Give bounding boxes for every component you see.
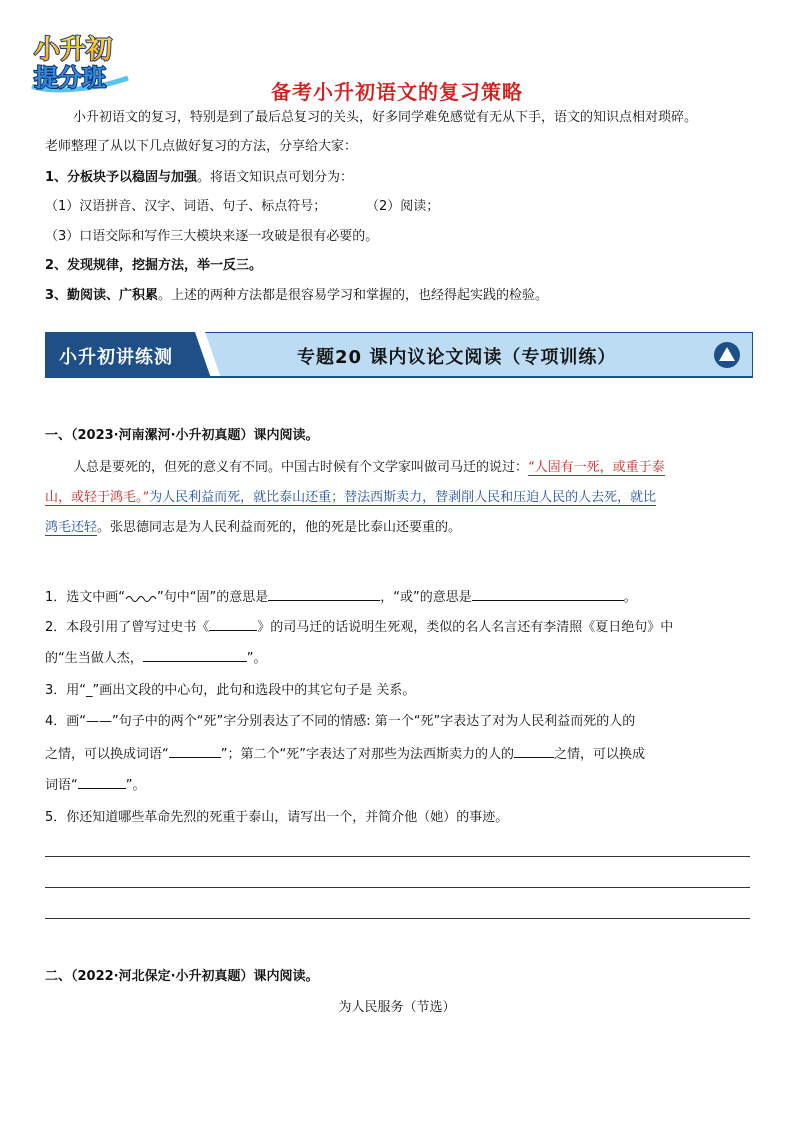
passage-line3	[45, 520, 461, 536]
page-title: 备考小升初语文的复习策略	[271, 80, 523, 104]
q1-text-a: 1．选文中画“	[45, 590, 126, 605]
intro-item3-bold: 3、勤阅读、广积累	[45, 288, 159, 303]
q2-text-a: 2．本段引用了曾写过史书《	[45, 620, 210, 635]
passage-l1-plain: 人总是要死的，但死的意义有不同。中国古时候有个文学家叫做司马迁的说过：	[73, 460, 529, 475]
intro-item3	[45, 288, 548, 304]
intro-item1-b: （2）阅读；	[366, 199, 440, 214]
intro-item2: 2、发现规律，挖掘方法，举一反三。	[45, 258, 263, 273]
intro-line1: 小升初语文的复习，特别是到了最后总复习的关头，好多同学难免感觉有无从下手，语文的知识点相对琐碎。	[73, 110, 698, 125]
q2-text-c: 的“生当做人杰，	[45, 651, 143, 666]
q2-text-d: ”。	[246, 651, 267, 666]
intro-item1-c: （3）口语交际和写作三大模块来逐一攻破是很有必要的。	[45, 229, 379, 244]
answer-line-3[interactable]	[45, 918, 750, 919]
answer-line-1[interactable]	[45, 856, 750, 857]
topic-banner	[45, 332, 753, 378]
passage-line1	[73, 460, 665, 476]
answer-line-2[interactable]	[45, 887, 750, 888]
question-1	[45, 588, 637, 606]
q1-text-b: ”句中“固”的意思是	[157, 590, 269, 605]
question-3: 3．用“_”画出文段的中心句，此句和选段中的其它句子是 关系。	[45, 683, 416, 698]
section1-heading: 一、（2023·河南漯河·小升初真题）课内阅读。	[45, 428, 319, 443]
passage-line2	[45, 490, 656, 506]
up-triangle-icon	[713, 341, 741, 369]
passage-l3-blue: 鸿毛还轻	[45, 520, 98, 535]
intro-item1	[45, 170, 353, 186]
passage-l3-plain: 。张思德同志是为人民利益而死的，他的死是比泰山还要重的。	[97, 520, 462, 535]
passage-l1-red: “人固有一死，或重于泰	[528, 460, 665, 475]
logo-line1: 小升初	[34, 35, 113, 65]
question-4-cont2	[45, 776, 146, 794]
passage-l2-blue: 为人民利益而死，就比泰山还重；替法西斯卖力，替剥削人民和压迫人民的人去死，就比	[149, 490, 657, 505]
intro-item3-rest: 。上述的两种方法都是很容易学习和掌握的，也经得起实践的检验。	[158, 288, 549, 303]
question-5: 5．你还知道哪些革命先烈的死重于泰山，请写出一个，并简介他（她）的事迹。	[45, 810, 509, 825]
q4-blank-3[interactable]	[78, 776, 126, 789]
q4-text-b: 之情，可以换成词语“	[45, 747, 169, 762]
q1-text-d: 。	[623, 590, 637, 605]
intro-item1-a: （1）汉语拼音、汉字、词语、句子、标点符号；	[45, 199, 327, 214]
q2-blank-2[interactable]	[143, 649, 247, 662]
q2-text-b: 》的司马迁的话说明生死观，类似的名人名言还有李清照《夏日绝句》中	[257, 620, 674, 635]
q2-blank-1[interactable]	[209, 618, 257, 631]
wavy-line-icon	[125, 593, 157, 603]
q1-blank-2[interactable]	[472, 588, 624, 601]
question-4-cont	[45, 745, 645, 763]
banner-right-label: 专题20 课内议论文阅读（专项训练）	[297, 347, 617, 368]
q4-text-e: 词语“	[45, 778, 78, 793]
section2-heading: 二、（2022·河北保定·小升初真题）课内阅读。	[45, 969, 319, 984]
intro-line2: 老师整理了从以下几点做好复习的方法，分享给大家：	[45, 139, 358, 154]
question-2	[45, 618, 673, 636]
q4-blank-2[interactable]	[514, 745, 554, 758]
banner-left-label: 小升初讲练测	[59, 347, 173, 368]
question-4: 4．画“——”句子中的两个“死”字分别表达了不同的情感: 第一个“死”字表达了对为人民利益而死的人的	[45, 714, 636, 729]
section2-subtitle: 为人民服务（节选）	[338, 1000, 456, 1015]
logo-line2: 提分班	[34, 64, 106, 92]
q4-text-c: ”；第二个“死”字表达了对那些为法西斯卖力的人的	[220, 747, 514, 762]
q1-blank-1[interactable]	[268, 588, 380, 601]
q4-text-f: ”。	[125, 778, 146, 793]
intro-item1-bold: 1、分板块予以稳固与加强	[45, 170, 198, 185]
q1-text-c: ，“或”的意思是	[380, 590, 472, 605]
passage-l2-red: 山，或轻于鸿毛。”	[45, 490, 150, 505]
q4-text-d: 之情，可以换成	[553, 747, 645, 762]
question-2-cont	[45, 649, 267, 667]
intro-item1-rest: 。将语文知识点可划分为：	[197, 170, 354, 185]
q4-blank-1[interactable]	[169, 745, 221, 758]
